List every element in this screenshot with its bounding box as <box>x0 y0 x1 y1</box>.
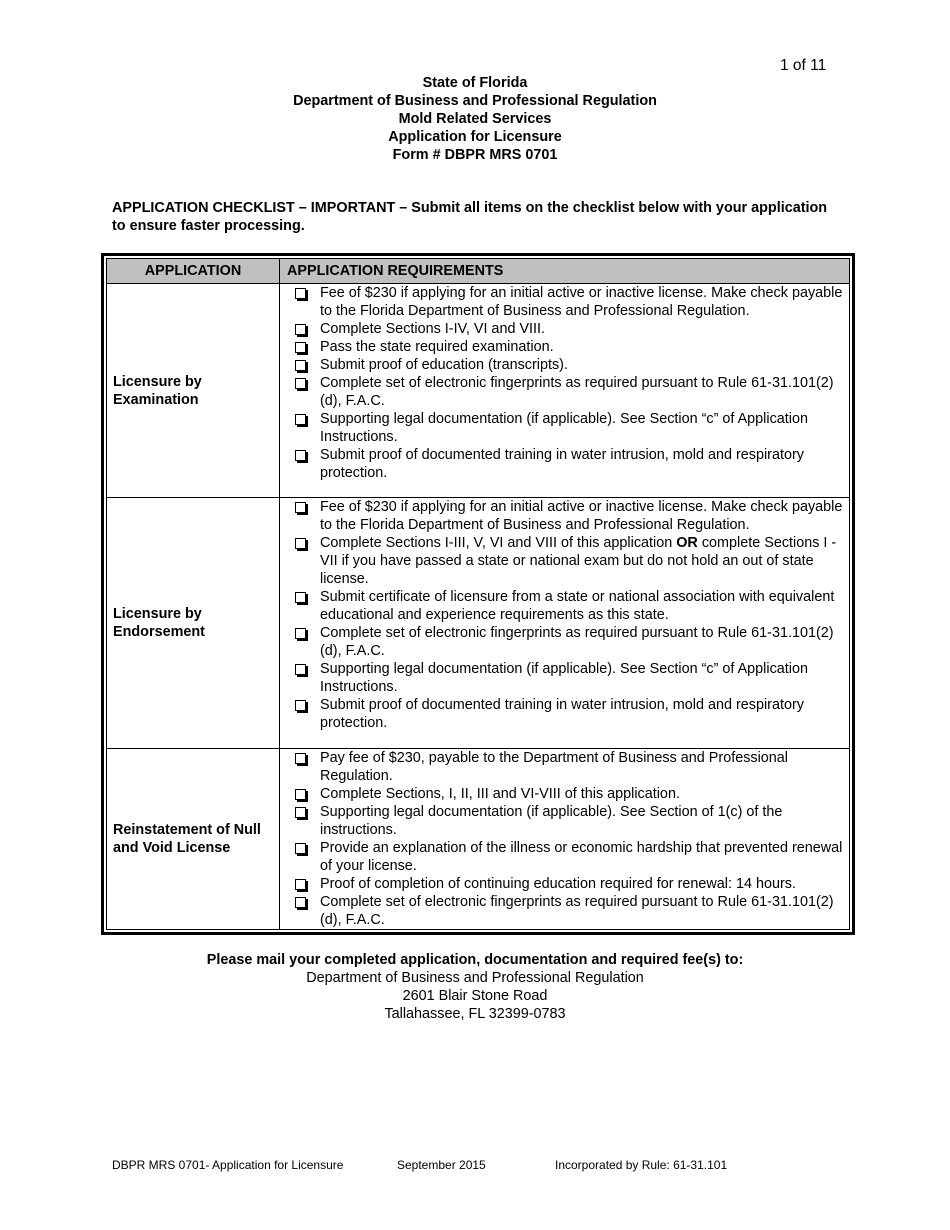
table-row-examination <box>107 284 850 498</box>
checklist-item: Pay fee of $230, payable to the Department of Business and Professional Regulation. <box>293 749 843 785</box>
checklist-item: Complete Sections, I, II, III and VI-VIII of this application. <box>293 785 843 803</box>
checklist-item: Fee of $230 if applying for an initial active or inactive license. Make check payable to the Florida Department of Business and Professional Regulation. <box>293 284 843 320</box>
requirements-cell <box>280 284 850 498</box>
checkbox-icon <box>295 592 306 603</box>
checklist-item: Complete Sections I-IV, VI and VIII. <box>293 320 843 338</box>
checkbox-icon <box>295 538 306 549</box>
checkbox-icon <box>295 360 306 371</box>
mailing-line-city: Tallahassee, FL 32399-0783 <box>384 1006 566 1022</box>
header-application-title: Application for Licensure <box>388 129 562 145</box>
checklist-item: Submit certificate of licensure from a state or national association with equivalent educational and experience requirements as this state. <box>293 588 843 624</box>
footer-date: September 2015 <box>397 1158 486 1172</box>
checklist-item: Supporting legal documentation (if applicable). See Section “c” of Application Instructions. <box>293 410 843 446</box>
column-header-requirements: APPLICATION REQUIREMENTS <box>280 259 850 284</box>
document-header <box>0 74 950 164</box>
checklist-item: Pass the state required examination. <box>293 338 843 356</box>
checklist-item: Proof of completion of continuing education required for renewal: 14 hours. <box>293 875 843 893</box>
footer-form-name: DBPR MRS 0701- Application for Licensure <box>112 1158 344 1172</box>
table-row-endorsement <box>107 498 850 749</box>
checkbox-icon <box>295 664 306 675</box>
table-row-reinstatement <box>107 749 850 930</box>
checklist-item: Supporting legal documentation (if applicable). See Section of 1(c) of the instructions. <box>293 803 843 839</box>
mailing-address-block <box>0 951 950 1023</box>
header-department: Department of Business and Professional Regulation <box>293 93 657 109</box>
checkbox-icon <box>295 502 306 513</box>
checkbox-icon <box>295 789 306 800</box>
checkbox-icon <box>295 288 306 299</box>
header-program: Mold Related Services <box>398 111 552 127</box>
row-label-endorsement: Licensure by Endorsement <box>107 498 280 749</box>
mailing-line-department: Department of Business and Professional Regulation <box>306 970 644 986</box>
footer-rule: Incorporated by Rule: 61-31.101 <box>555 1158 728 1172</box>
checkbox-icon <box>295 879 306 890</box>
mailing-line-street: 2601 Blair Stone Road <box>402 988 548 1004</box>
checkbox-icon <box>295 414 306 425</box>
page-number: 1 of 11 <box>780 57 827 74</box>
checkbox-icon <box>295 378 306 389</box>
checklist-item: Complete set of electronic fingerprints as required pursuant to Rule 61-31.101(2)(d), F.A.C. <box>293 893 843 929</box>
requirements-table <box>101 253 855 935</box>
checkbox-icon <box>295 807 306 818</box>
checklist-item: Supporting legal documentation (if applicable). See Section “c” of Application Instructions. <box>293 660 843 696</box>
requirements-cell <box>280 498 850 749</box>
mailing-heading: Please mail your completed application, documentation and required fee(s) to: <box>206 952 744 968</box>
checkbox-icon <box>295 700 306 711</box>
row-label-examination: Licensure by Examination <box>107 284 280 498</box>
header-form-number: Form # DBPR MRS 0701 <box>392 147 558 163</box>
header-state: State of Florida <box>422 75 528 91</box>
requirements-cell <box>280 749 850 930</box>
checkbox-icon <box>295 628 306 639</box>
checklist-item: Submit proof of documented training in water intrusion, mold and respiratory protection. <box>293 696 843 732</box>
checkbox-icon <box>295 450 306 461</box>
checkbox-icon <box>295 342 306 353</box>
checklist-item: Provide an explanation of the illness or economic hardship that prevented renewal of your license. <box>293 839 843 875</box>
column-header-application: APPLICATION <box>107 259 280 284</box>
checkbox-icon <box>295 324 306 335</box>
row-label-reinstatement: Reinstatement of Null and Void License <box>107 749 280 930</box>
checkbox-icon <box>295 753 306 764</box>
checklist-item: Complete set of electronic fingerprints as required pursuant to Rule 61-31.101(2)(d), F.A.C. <box>293 624 843 660</box>
checklist-item: Complete Sections I-III, V, VI and VIII of this application OR complete Sections I - VII if you have passed a state or national exam but do not hold an out of state license. <box>293 534 843 588</box>
checklist-item: Fee of $230 if applying for an initial active or inactive license. Make check payable to the Florida Department of Business and Professional Regulation. <box>293 498 843 534</box>
checklist-item: Submit proof of education (transcripts). <box>293 356 843 374</box>
checkbox-icon <box>295 897 306 908</box>
checklist-item: Submit proof of documented training in water intrusion, mold and respiratory protection. <box>293 446 843 482</box>
checklist-item: Complete set of electronic fingerprints as required pursuant to Rule 61-31.101(2)(d), F.A.C. <box>293 374 843 410</box>
checklist-note: APPLICATION CHECKLIST – IMPORTANT – Submit all items on the checklist below with your application to ensure faster processing. <box>112 200 828 234</box>
checkbox-icon <box>295 843 306 854</box>
